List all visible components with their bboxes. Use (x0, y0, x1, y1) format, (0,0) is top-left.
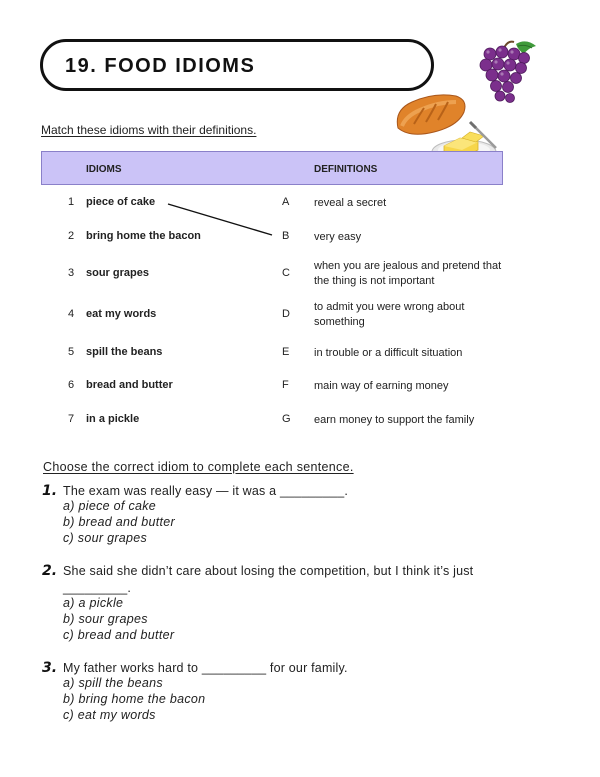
question-number: 1. (42, 483, 58, 499)
answer-option: b) sour grapes (63, 612, 148, 626)
definition-text: earn money to support the family (314, 414, 475, 426)
question-text: My father works hard to _________ for our family. (63, 661, 348, 675)
definition-letter: G (282, 413, 291, 425)
definition-text: very easy (314, 231, 362, 243)
idiom-text: sour grapes (86, 267, 149, 279)
question-number: 3. (42, 660, 58, 676)
row-number: 4 (68, 308, 75, 320)
definition-text: in trouble or a difficult situation (314, 347, 463, 359)
answer-option: c) bread and butter (63, 628, 175, 642)
question-number: 2. (42, 563, 58, 579)
definition-text: to admit you were wrong about something (314, 301, 465, 328)
idiom-text: bring home the bacon (86, 230, 201, 242)
question-text: She said she didn’t care about losing the competition, but I think it’s just _________. (63, 564, 474, 595)
question-text: The exam was really easy — it was a _________. (63, 484, 349, 498)
definitions-header: DEFINITIONS (314, 164, 378, 175)
answer-option: a) a pickle (63, 596, 124, 610)
match-instruction: Match these idioms with their definitions. (41, 123, 257, 137)
answer-option: a) piece of cake (63, 499, 157, 513)
answer-option: a) spill the beans (63, 676, 163, 690)
definition-text: when you are jealous and pretend that the thing is not important (314, 260, 502, 287)
idiom-text: bread and butter (86, 379, 173, 391)
page-title: 19. FOOD IDIOMS (65, 55, 256, 77)
choose-instruction: Choose the correct idiom to complete each sentence. (43, 460, 354, 474)
definition-letter: B (282, 230, 290, 242)
definition-letter: C (282, 267, 290, 279)
definition-text: reveal a secret (314, 197, 387, 209)
answer-option: b) bring home the bacon (63, 692, 206, 706)
row-number: 7 (68, 413, 75, 425)
definition-letter: E (282, 346, 290, 358)
answer-option: b) bread and butter (63, 515, 176, 529)
row-number: 1 (68, 196, 75, 208)
idiom-text: spill the beans (86, 346, 163, 358)
idioms-header: IDIOMS (86, 164, 122, 175)
row-number: 6 (68, 379, 75, 391)
definition-letter: F (282, 379, 289, 391)
idiom-text: in a pickle (86, 413, 140, 425)
idiom-text: eat my words (86, 308, 157, 320)
answer-option: c) sour grapes (63, 531, 148, 545)
definition-letter: A (282, 196, 290, 208)
answer-option: c) eat my words (63, 708, 156, 722)
definition-text: main way of earning money (314, 380, 449, 392)
row-number: 2 (68, 230, 75, 242)
definition-letter: D (282, 308, 290, 320)
idiom-text: piece of cake (86, 196, 156, 208)
row-number: 5 (68, 346, 75, 358)
row-number: 3 (68, 267, 75, 279)
